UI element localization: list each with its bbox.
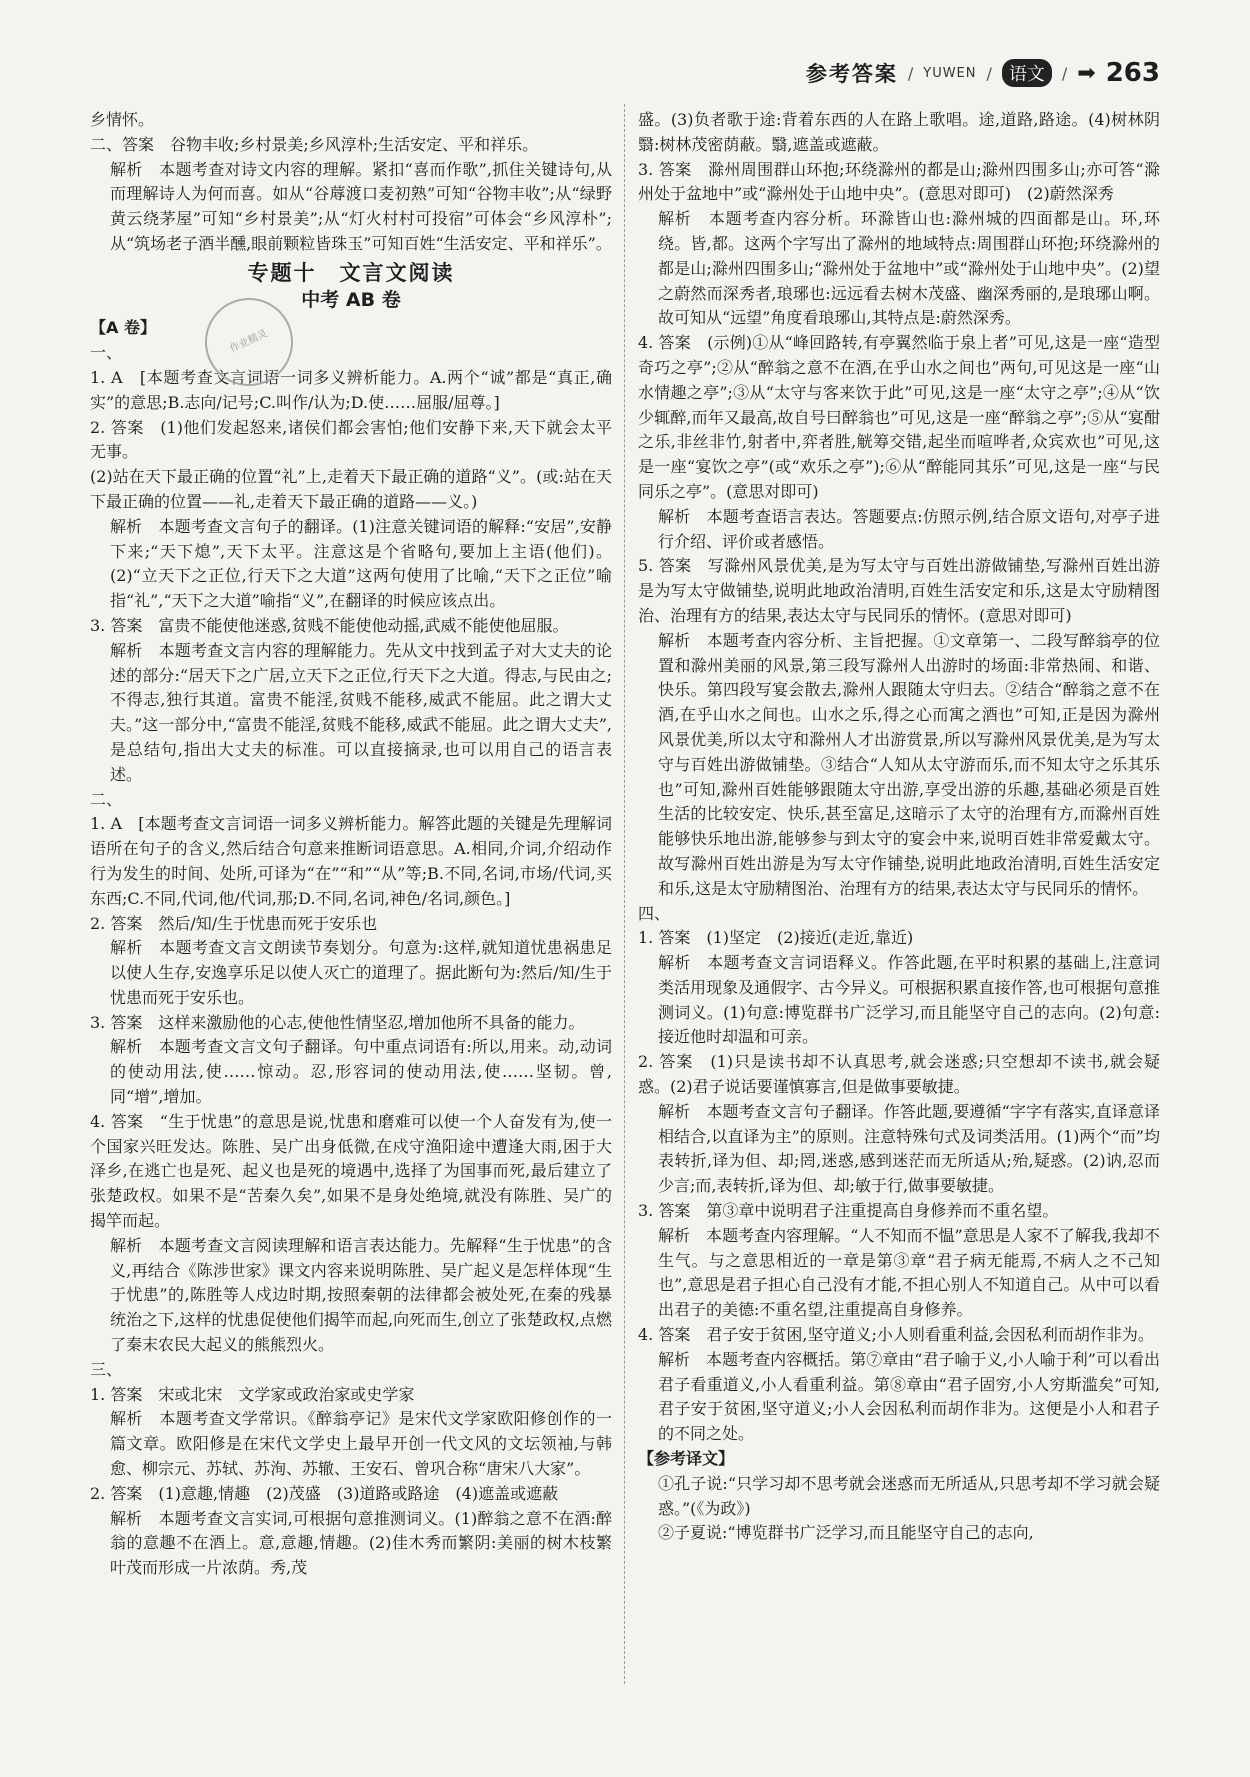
text-line: 盛。(3)负者歌于途:背着东西的人在路上歌唱。途,道路,路途。(4)树林阴翳:树林茂密荫蔽。翳,遮盖或遮蔽。 <box>638 110 1160 154</box>
answer-item: 2. 答案 (1)他们发起怒来,诸侯们都会害怕;他们安静下来,天下就会太平无事。 <box>90 417 612 462</box>
answer-item: 5. 答案 写滁州风景优美,是为写太守与百姓出游做铺垫,写滁州百姓出游是为写太守做铺垫,说明此地政治清明,百姓生活安定和乐,这是太守励精图治、治理有方的结果,表达太守与民同乐的情怀。(意思对即可) <box>638 556 1160 625</box>
analysis-item: 解析 本题考查文言句子翻译。作答此题,要遵循“字字有落实,直译意译相结合,以直译为主”的原则。注意特殊句式及词类活用。(1)两个“而”均表转折,译为但、却;罔,迷惑,感到迷茫而无所适从;殆,疑惑。(2)讷,忍而少言;而,表转折,译为但、却;敏于行,做事要敏捷。 <box>658 1101 1160 1196</box>
section-title: 专题十 文言文阅读 <box>247 260 455 285</box>
answer-item: (2)站在天下最正确的位置“礼”上,走着天下最正确的道路“义”。(或:站在天下最正确的位置——礼,走着天下最正确的道路——义。) <box>90 467 612 511</box>
right-column <box>638 108 1160 1546</box>
answer-item: 3. 答案 第③章中说明君子注重提高自身修养而不重名望。 <box>638 1201 1059 1221</box>
answer-item: 2. 答案 (1)意趣,情趣 (2)茂盛 (3)道路或路途 (4)遮盖或遮蔽 <box>90 1483 559 1503</box>
page-number: 263 <box>1105 58 1160 88</box>
header-separator: / <box>986 63 992 83</box>
analysis-item: 解析 本题考查文言句子的翻译。(1)注意关键词语的解释:“安居”,安静下来;“天下熄”,天下太平。注意这是个省略句,要加上主语(他们)。(2)“立天下之正位,行天下之大道”这两句使用了比喻,“天下之正位”喻指“礼”,“天下之大道”喻指“义”,在翻译的时候应该点出。 <box>110 516 612 611</box>
header-subject-en: YUWEN <box>923 65 977 81</box>
analysis-item: 解析 本题考查文言文句子翻译。句中重点词语有:所以,用来。动,动词的使动用法,使……惊动。忍,形容词的使动用法,使……坚韧。曾,同“增”,增加。 <box>110 1037 612 1107</box>
analysis-item: 解析 本题考查对诗文内容的理解。紧扣“喜而作歌”,抓住关键诗句,从而理解诗人为何而喜。如从“谷蓐渡口麦初熟”可知“谷物丰收”;从“绿野黄云绕茅屋”可知“乡村景美”;从“灯火村村可投宿”可体会“乡风淳朴”;从“筑场老子酒半醺,眼前颗粒皆珠玉”可知百姓“生活安定、平和祥乐”。 <box>110 159 612 253</box>
analysis-item: 解析 本题考查文言词语释义。作答此题,在平时积累的基础上,注意词类活用现象及通假字、古今异义。可根据积累直接作答,也可根据句意推测词义。(1)句意:博览群书广泛学习,而且能坚守自己的志向。(2)句意:接近他时却温和可亲。 <box>658 953 1160 1047</box>
text-line: 乡情怀。 <box>90 110 155 129</box>
analysis-item: 解析 本题考查内容概括。第⑦章由“君子喻于义,小人喻于利”可以看出君子看重道义,小人看重利益。第⑧章由“君子固穷,小人穷斯滥矣”可知,君子安于贫困,坚守道义;小人会因私利而胡作非为。这便是小人和君子的不同之处。 <box>658 1349 1160 1444</box>
answer-item: 4. 答案 “生于忧患”的意思是说,忧患和磨难可以使一个人奋发有为,使一个国家兴旺发达。陈胜、吴广出身低微,在戍守渔阳途中遭逢大雨,困于大泽乡,在逃亡也是死、起义也是死的境遇中,选择了为国事而死,最后建立了张楚政权。如果不是“苦秦久矣”,如果不是身处绝境,就没有陈胜、吴广的揭竿而起。 <box>90 1111 612 1231</box>
translation-label: 【参考译文】 <box>638 1449 735 1469</box>
left-column <box>90 108 612 1581</box>
analysis-item: 解析 本题考查内容分析、主旨把握。①文章第一、二段写醉翁亭的位置和滁州美丽的风景,第三段写滁州人出游时的场面:非常热闹、和谐、快乐。第四段写宴会散去,滁州人跟随太守归去。②结合“醉翁之意不在酒,在乎山水之间也。山水之乐,得之心而寓之酒也”可知,正是因为滁州风景优美,所以太守和滁州人才出游赏景,所以写滁州风景优美,是为写太守与百姓出游做铺垫。③结合“人知从太守游而乐,而不知太守之乐其乐也”可知,滁州百姓能够跟随太守出游,享受出游的乐趣,基础必须是百姓生活的比较安定、快乐,甚至富足,这暗示了太守的治理有方,而滁州百姓能够快乐地出游,能够参与到太守的宴会中来,说明百姓非常爱戴太守。故写滁州百姓出游是为写太守作铺垫,说明此地政治清明,百姓生活安定和乐,这是太守励精图治、治理有方的结果,表达太守与民同乐的情怀。 <box>658 630 1160 898</box>
answer-item: 二、答案 谷物丰收;乡村景美;乡风淳朴;生活安定、平和祥乐。 <box>90 134 539 154</box>
answer-item: 4. 答案 (示例)①从“峰回路转,有亭翼然临于泉上者”可见,这是一座“造型奇巧之亭”;②从“醉翁之意不在酒,在乎山水之间也”两句,可见这是一座“山水情趣之亭”;③从“太守与客来饮于此”可见,这是一座“太守之亭”;④从“饮少辄醉,而年又最高,故自号曰醉翁也”可见,这是一座“醉翁之亭”;⑤从“宴酣之乐,非丝非竹,射者中,弈者胜,觥筹交错,起坐而喧哗者,众宾欢也”可见,这是一座“宴饮之亭”(或“欢乐之亭”);⑥从“醉能同其乐”可见,这是一座“与民同乐之亭”。(意思对即可) <box>638 333 1160 501</box>
answer-item: 3. 答案 滁州周围群山环抱;环绕滁州的都是山;滁州四围多山;亦可答“滁州处于盆地中”或“滁州处于山地中央”。(意思对即可) (2)蔚然深秀 <box>638 159 1160 204</box>
answer-item: 2. 答案 然后/知/生于忧患而死于安乐也 <box>90 913 378 933</box>
part-heading: 四、 <box>638 903 671 923</box>
answer-item: 2. 答案 (1)只是读书却不认真思考,就会迷惑;只空想却不读书,就会疑惑。(2)君子说话要谨慎寡言,但是做事要敏捷。 <box>638 1052 1160 1097</box>
translation-text: ②子夏说:“博览群书广泛学习,而且能坚守自己的志向, <box>658 1523 1034 1543</box>
analysis-item: 解析 本题考查文言阅读理解和语言表达能力。先解释“生于忧患”的含义,再结合《陈涉世家》课文内容来说明陈胜、吴广起义是怎样体现“生于忧患”的,陈胜等人戍边时期,按照秦朝的法律都会被处死,在秦的残暴统治之下,这样的忧患促使他们揭竿而起,向死而生,创立了张楚政权,点燃了秦末农民大起义的熊熊烈火。 <box>110 1235 612 1355</box>
paper-label: 【A 卷】 <box>90 318 156 338</box>
header-title: 参考答案 <box>805 62 898 86</box>
analysis-item: 解析 本题考查语言表达。答题要点:仿照示例,结合原文语句,对亭子进行介绍、评价或者感悟。 <box>658 506 1160 551</box>
part-heading: 一、 <box>90 343 123 363</box>
analysis-item: 解析 本题考查文言实词,可根据句意推测词义。(1)醉翁之意不在酒:醉翁的意趣不在酒上。意,意趣,情趣。(2)佳木秀而繁阴:美丽的树木枝繁叶茂而形成一片浓荫。秀,茂 <box>110 1508 612 1578</box>
part-heading: 三、 <box>90 1359 123 1379</box>
answer-item: 1. 答案 (1)坚定 (2)接近(走近,靠近) <box>638 928 914 948</box>
answer-item: 1. A [本题考查文言词语一词多义辨析能力。解答此题的关键是先理解词语所在句子的含义,然后结合句意来推断词语意思。A.相同,介词,介绍动作行为发生的时间、处所,可译为“在”“和”“从”等;B.不同,名词,市场/代词,买东西;C.不同,代词,他/代词,那;D.不同,名词,神色/名词,颜色。] <box>90 814 612 908</box>
analysis-item: 解析 本题考查内容分析。环滁皆山也:滁州城的四面都是山。环,环绕。皆,都。这两个字写出了滁州的地域特点:周围群山环抱;环绕滁州的都是山;滁州四围多山;“滁州处于盆地中”或“滁州处于山地中央”。(2)望之蔚然而深秀者,琅琊也:远远看去树木茂盛、幽深秀丽的,是琅琊山啊。故可知从“远望”角度看琅琊山,其特点是:蔚然深秀。 <box>658 209 1160 328</box>
stamp-seal: 作业精灵 <box>191 284 308 401</box>
answer-item: 3. 答案 富贵不能使他迷惑,贫贱不能使他动摇,武威不能使他屈服。 <box>90 615 569 635</box>
analysis-item: 解析 本题考查内容理解。“人不知而不愠”意思是人家不了解我,我却不生气。与之意思相近的一章是第③章“君子病无能焉,不病人之不己知也”,意思是君子担心自己没有才能,不担心别人不知道自己。从中可以看出君子的美德:不重名望,注重提高自身修养。 <box>658 1225 1160 1320</box>
answer-item: 1. A [本题考查文言词语一词多义辨析能力。A.两个“诚”都是“真正,确实”的意思;B.志向/记号;C.叫作/认为;D.使……屈服/屈尊。] <box>90 367 612 412</box>
answer-item: 3. 答案 这样来激励他的心志,使他性情坚忍,增加他所不具备的能力。 <box>90 1012 585 1032</box>
analysis-item: 解析 本题考查文学常识。《醉翁亭记》是宋代文学家欧阳修创作的一篇文章。欧阳修是在宋代文学史上最早开创一代文风的文坛领袖,与韩愈、柳宗元、苏轼、苏洵、苏辙、王安石、曾巩合称“唐宋八大家”。 <box>110 1409 612 1479</box>
page-header <box>806 58 1160 88</box>
translation-text: ①孔子说:“只学习却不思考就会迷惑而无所适从,只思考却不学习就会疑惑。”(《为政》) <box>658 1473 1160 1518</box>
answer-item: 1. 答案 宋或北宋 文学家或政治家或史学家 <box>90 1384 415 1404</box>
column-divider <box>624 104 625 1684</box>
header-separator: / <box>1061 63 1068 83</box>
analysis-item: 解析 本题考查文言内容的理解能力。先从文中找到孟子对大丈夫的论述的部分:“居天下之广居,立天下之正位,行天下之大道。得志,与民由之;不得志,独行其道。富贵不能淫,贫贱不能移,威武不能屈。此之谓大丈夫。”这一部分中,“富贵不能淫,贫贱不能移,威武不能屈。此之谓大丈夫”,是总结句,指出大丈夫的标准。可以直接摘录,也可以用自己的语言表述。 <box>110 640 612 784</box>
arrow-right-icon: ➡ <box>1077 60 1096 86</box>
section-subtitle: 中考 AB 卷 <box>301 288 401 311</box>
header-subject-badge: 语文 <box>1002 59 1052 87</box>
header-separator: / <box>907 63 914 83</box>
part-heading: 二、 <box>90 789 123 809</box>
analysis-item: 解析 本题考查文言文朗读节奏划分。句意为:这样,就知道忧患祸患足以使人生存,安逸享乐足以使人灭亡的道理了。据此断句为:然后/知/生于忧患而死于安乐也。 <box>110 938 612 1007</box>
answer-item: 4. 答案 君子安于贫困,坚守道义;小人则看重利益,会因私利而胡作非为。 <box>638 1325 1154 1345</box>
